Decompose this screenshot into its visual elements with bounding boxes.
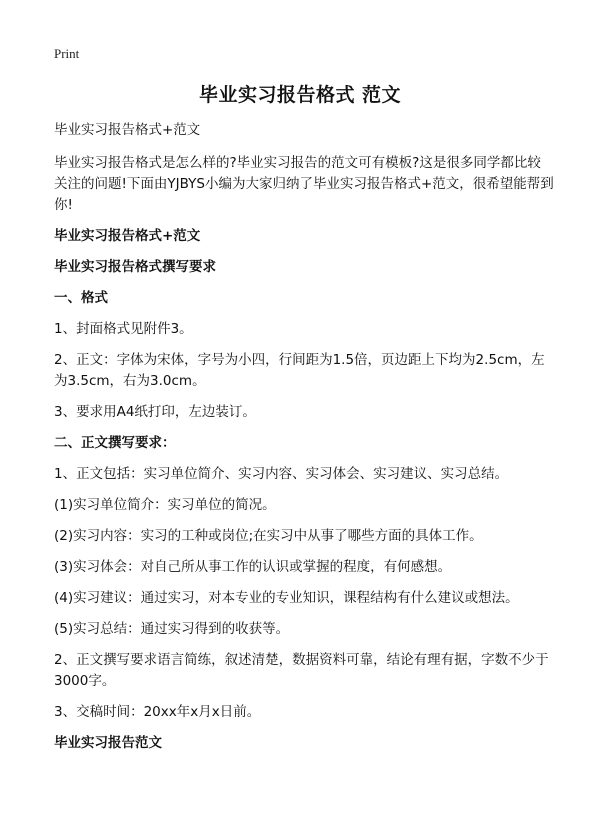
intro-paragraph: 毕业实习报告格式是怎么样的?毕业实习报告的范文可有模板?这是很多同学都比较关注的问题!下面由YJBYS小编为大家归纳了毕业实习报告格式+范文，很希望能帮到你! <box>54 155 554 213</box>
print-label: Print <box>54 46 80 61</box>
format-item: 1、封面格式见附件3。 <box>54 321 193 337</box>
page-title: 毕业实习报告格式 范文 <box>198 84 402 106</box>
body-requirement-item: 1、正文包括：实习单位简介、实习内容、实习体会、实习建议、实习总结。 <box>54 466 509 482</box>
body-requirement-item: (3)实习体会：对自己所从事工作的认识或掌握的程度，有何感想。 <box>54 559 452 575</box>
format-heading: 一、格式 <box>54 290 108 306</box>
body-requirement-item: 3、交稿时间：20xx年x月x日前。 <box>54 704 261 720</box>
subtitle: 毕业实习报告格式+范文 <box>54 122 201 138</box>
format-item: 2、正文：字体为宋体，字号为小四，行间距为1.5倍，页边距上下均为2.5cm，左为3.5cm，右为3.0cm。 <box>54 352 545 389</box>
body-requirement-item: (4)实习建议：通过实习，对本专业的专业知识，课程结构有什么建议或想法。 <box>54 590 519 606</box>
body-requirement-item: (5)实习总结：通过实习得到的收获等。 <box>54 621 290 637</box>
body-requirements-heading <box>54 433 554 454</box>
section-heading-main: 毕业实习报告格式+范文 <box>54 228 201 244</box>
sample-heading: 毕业实习报告范文 <box>54 735 162 751</box>
body-requirement-item: (1)实习单位简介：实习单位的简况。 <box>54 497 276 513</box>
document-body <box>54 120 554 764</box>
body-requirement-item: 2、正文撰写要求语言简练，叙述清楚，数据资料可靠，结论有理有据，字数不少于3000字。 <box>54 652 549 689</box>
body-requirements-heading-text: 二、正文撰写要求： <box>54 435 176 451</box>
format-item: 3、要求用A4纸打印，左边装订。 <box>54 404 256 420</box>
section-heading-requirements: 毕业实习报告格式撰写要求 <box>54 259 216 275</box>
body-requirement-item: (2)实习内容：实习的工种或岗位;在实习中从事了哪些方面的具体工作。 <box>54 528 483 544</box>
